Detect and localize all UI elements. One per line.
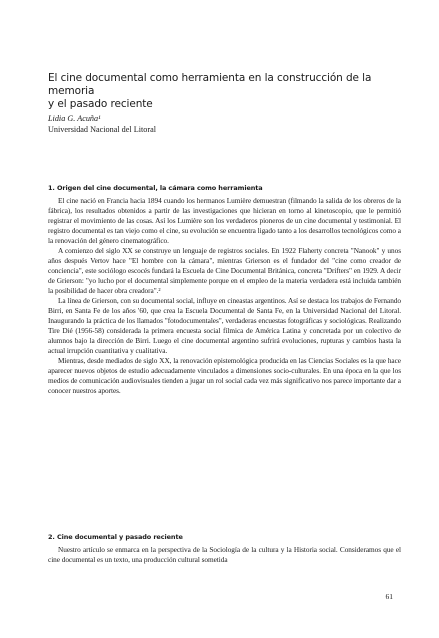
- author-affiliation: Universidad Nacional del Litoral: [48, 125, 156, 134]
- body-paragraph: Mientras, desde mediados de siglo XX, la renovación epistemológica producida en las Ciencias Sociales es la que hace aparecer nuevos objetos de estudio adecuadamente vinculados a dimensiones socio-culturales. En una época en la que los medios de comunicación audiovisuales tienden a jugar un rol social cada vez más significativo nos parece importante dar a conocer nuestros aportes.: [48, 356, 401, 395]
- article-title-line-1: El cine documental como herramienta en la construcción de la memoria: [48, 72, 372, 97]
- article-header: [48, 72, 408, 135]
- section-recent-past: [48, 533, 401, 565]
- article-title: [48, 72, 408, 111]
- section-heading: 2. Cine documental y pasado reciente: [48, 533, 183, 541]
- body-paragraph: El cine nació en Francia hacia 1894 cuando los hermanos Lumière demuestran (filmando la salida de los obreros de la fábrica), los resultados obtenidos a partir de las investigaciones que hicieran en torno al kinetoscopio, que le permitió registrar el movimiento de las cosas. Así los Lumière son los verdaderos pioneros de un cine documental y testimonial. El registro documental es tan viejo como el cine, su evolución se encuentra ligado tanto a los desarrollos tecnológicos como a la renovación del género cinematográfico.: [48, 196, 401, 245]
- page-number: 61: [385, 592, 393, 601]
- author-name: Lidia G. Acuña¹: [48, 114, 101, 123]
- body-paragraph: A comienzo del siglo XX se construye un lenguaje de registros sociales. En 1922 Flaherty concreta "Nanook" y unos años después Vertov hace "El hombre con la cámara", mientras Grierson es el fundador del "cine como creador de conciencia", este sociólogo escocés fundará la Escuela de Cine Documental Británica, concreta "Drifters" en 1929. A decir de Grierson: "yo lucho por el documental simplemente porque en el empleo de la materia verdadera está incluida también la posibilidad de hacer obra creadora".²: [48, 246, 401, 295]
- section-origin: [48, 184, 401, 396]
- section-heading: 1. Origen del cine documental, la cámara como herramienta: [48, 184, 263, 192]
- body-paragraph: La línea de Grierson, con su documental social, influye en cineastas argentinos. Así se destaca los trabajos de Fernando Birri, en Santa Fe de los años '60, que crea la Escuela Documental de Santa Fe, en la Universidad Nacional del Litoral. Inaugurando la práctica de los llamados "fotodocumentales", verdaderas encuestas fotográficas y sociológicas. Realizando Tire Dié (1956-58) considerada la primera encuesta social fílmica de América Latina y concretada por un colectivo de alumnos bajo la dirección de Birri. Luego el cine documental argentino sufrirá evoluciones, rupturas y cambios hasta la actual irrupción cuantitativa y cualitativa.: [48, 296, 401, 355]
- body-paragraph: Nuestro artículo se enmarca en la perspectiva de la Sociología de la cultura y la Historia social. Consideramos que el cine documental es un texto, una producción cultural sometida: [48, 545, 401, 564]
- article-title-line-2: y el pasado reciente: [48, 98, 153, 110]
